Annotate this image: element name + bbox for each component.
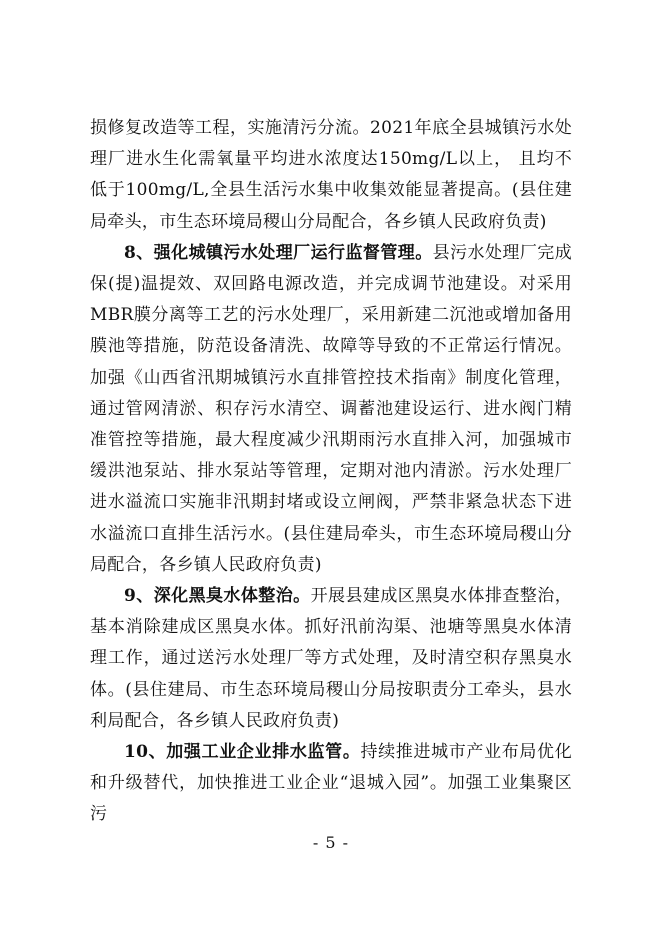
paragraph-item-9 (90, 581, 572, 737)
paragraph-item-10 (90, 737, 572, 831)
paragraph-text: 损修复改造等工程，实施清污分流。2021年底全县城镇污水处理厂进水生化需氧量平均进水浓度达150mg/L以上， 且均不低于100mg/L,全县生活污水集中收集效能显著提高。(县住建局牵头，市生态环境局稷山分局配合，各乡镇人民政府负责) (90, 118, 572, 232)
section-heading-10: 10、加强工业企业排水监管。 (124, 742, 361, 763)
section-heading-9: 9、深化黑臭水体整治。 (124, 586, 311, 607)
page-number: - 5 - (312, 833, 350, 852)
document-body (90, 113, 572, 831)
paragraph-text: 持续推进城市产业布局优化和升级替代，加快推进工业企业“退城入园”。加强工业集聚区污 (90, 742, 572, 825)
paragraph-item-8 (90, 238, 572, 581)
section-heading-8: 8、强化城镇污水处理厂运行监督管理。 (124, 242, 433, 263)
paragraph-continuation (90, 113, 572, 238)
paragraph-text: 县污水处理厂完成保(提)温提效、双回路电源改造，并完成调节池建设。对采用MBR膜分离等工艺的污水处理厂，采用新建二沉池或增加备用膜池等措施，防范设备清洗、故障等导致的不正常运行情况。加强《山西省汛期城镇污水直排管控技术指南》制度化管理，通过管网清淤、积存污水清空、调蓄池建设运行、进水阀门精准管控等措施，最大程度减少汛期雨污水直排入河，加强城市缓洪池泵站、排水泵站等管理，定期对池内清淤。污水处理厂进水溢流口实施非汛期封堵或设立闸阀，严禁非紧急状态下进水溢流口直排生活污水。(县住建局牵头，市生态环境局稷山分局配合，各乡镇人民政府负责) (90, 242, 572, 575)
paragraph-text: 开展县建成区黑臭水体排查整治，基本消除建成区黑臭水体。抓好汛前沟渠、池塘等黑臭水体清理工作，通过送污水处理厂等方式处理，及时清空积存黑臭水体。(县住建局、市生态环境局稷山分局按职责分工牵头，县水利局配合，各乡镇人民政府负责) (90, 586, 572, 731)
